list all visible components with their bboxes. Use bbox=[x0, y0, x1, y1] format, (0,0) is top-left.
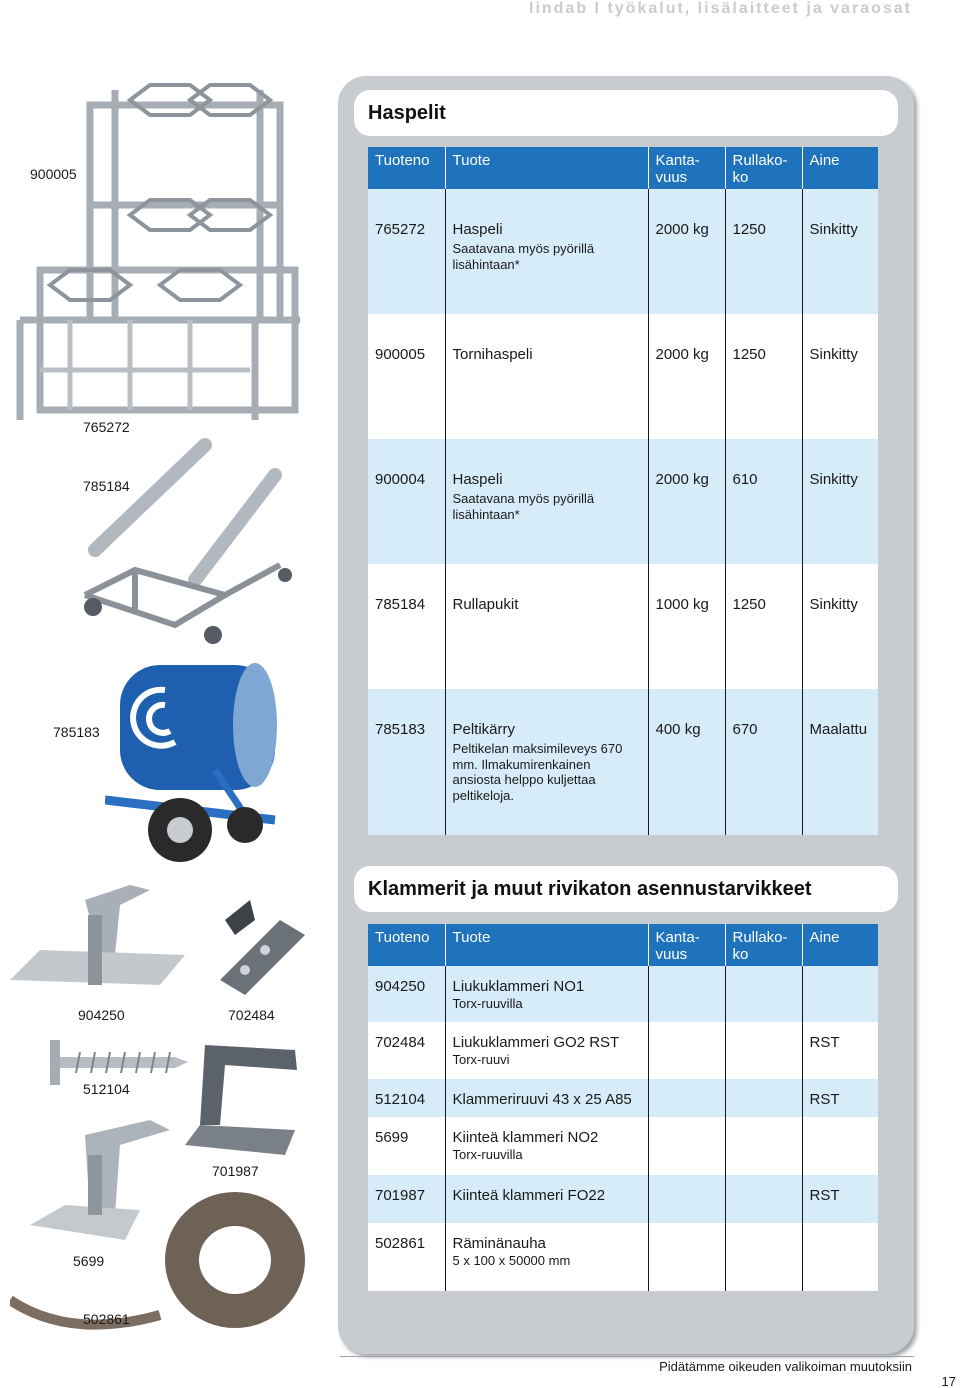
image-label-clip-5699: 5699 bbox=[73, 1253, 105, 1269]
row-capacity bbox=[648, 1022, 725, 1079]
row-roll: 610 bbox=[725, 439, 802, 564]
row-product-note: Torx-ruuvilla bbox=[452, 1147, 523, 1162]
row-product-name: Tornihaspeli bbox=[445, 314, 648, 439]
image-label-tower-reel: 900005 bbox=[30, 166, 77, 182]
table-row bbox=[368, 1175, 878, 1223]
image-label-roller-stand: 785184 bbox=[83, 478, 130, 494]
row-roll bbox=[725, 1079, 802, 1117]
row-product bbox=[445, 1022, 648, 1079]
table-row bbox=[368, 564, 878, 689]
roller-stand-image bbox=[75, 435, 295, 650]
col-header-product: Tuote bbox=[445, 147, 648, 189]
image-label-screw-512104: 512104 bbox=[83, 1081, 130, 1097]
row-material: RST bbox=[802, 1022, 878, 1079]
row-product bbox=[445, 439, 648, 564]
row-material bbox=[802, 966, 878, 1022]
section-title-klammerit: Klammerit ja muut rivikaton asennustarvikkeet bbox=[354, 866, 898, 912]
col-header-capacity: Kanta-vuus bbox=[648, 147, 725, 189]
row-code: 5699 bbox=[368, 1117, 445, 1175]
haspelit-table bbox=[368, 147, 878, 835]
tower-reel-image bbox=[10, 80, 310, 430]
col-header-code: Tuoteno bbox=[368, 147, 445, 189]
row-capacity bbox=[648, 1223, 725, 1291]
image-label-clip-702484: 702484 bbox=[228, 1007, 275, 1023]
table-header-row bbox=[368, 147, 878, 189]
row-roll bbox=[725, 1175, 802, 1223]
row-code: 785184 bbox=[368, 564, 445, 689]
row-product-name: Haspeli bbox=[452, 471, 503, 488]
row-material: RST bbox=[802, 1079, 878, 1117]
row-roll bbox=[725, 966, 802, 1022]
image-label-tape: 502861 bbox=[83, 1311, 130, 1327]
col-header-material: Aine bbox=[802, 924, 878, 966]
table-row bbox=[368, 1117, 878, 1175]
row-capacity: 1000 kg bbox=[648, 564, 725, 689]
table-row bbox=[368, 189, 878, 314]
col-header-product: Tuote bbox=[445, 924, 648, 966]
clip-702484-image bbox=[210, 895, 310, 1005]
section-title-haspelit: Haspelit bbox=[354, 90, 898, 136]
row-product-note: Torx-ruuvilla bbox=[452, 996, 523, 1011]
clip-701987-image bbox=[185, 1040, 305, 1160]
row-product-name: Klammeriruuvi 43 x 25 A85 bbox=[445, 1079, 648, 1117]
coil-cart-image bbox=[105, 660, 295, 865]
row-code: 701987 bbox=[368, 1175, 445, 1223]
row-product-note: Torx-ruuvi bbox=[452, 1052, 510, 1067]
row-capacity bbox=[648, 1117, 725, 1175]
col-header-roll: Rullako-ko bbox=[725, 147, 802, 189]
footer-note: Pidätämme oikeuden valikoiman muutoksiin bbox=[659, 1359, 912, 1374]
row-product-note: Saatavana myös pyörillä lisähintaan* bbox=[452, 241, 595, 272]
clip-904250-image bbox=[10, 880, 190, 1000]
row-product-note: 5 x 100 x 50000 mm bbox=[452, 1253, 571, 1268]
row-capacity: 2000 kg bbox=[648, 189, 725, 314]
row-material: Maalattu bbox=[802, 689, 878, 835]
table-row bbox=[368, 1223, 878, 1291]
row-product bbox=[445, 689, 648, 835]
row-capacity: 2000 kg bbox=[648, 439, 725, 564]
row-roll: 670 bbox=[725, 689, 802, 835]
row-material: Sinkitty bbox=[802, 564, 878, 689]
image-label-clip-701987: 701987 bbox=[212, 1163, 259, 1179]
row-roll bbox=[725, 1117, 802, 1175]
col-header-capacity: Kanta-vuus bbox=[648, 924, 725, 966]
row-roll bbox=[725, 1022, 802, 1079]
page-number: 17 bbox=[941, 1374, 956, 1388]
row-code: 702484 bbox=[368, 1022, 445, 1079]
row-capacity bbox=[648, 966, 725, 1022]
row-code: 512104 bbox=[368, 1079, 445, 1117]
row-capacity: 400 kg bbox=[648, 689, 725, 835]
row-roll: 1250 bbox=[725, 564, 802, 689]
row-product bbox=[445, 189, 648, 314]
row-product bbox=[445, 1117, 648, 1175]
table-row bbox=[368, 966, 878, 1022]
page-header: lindab I työkalut, lisälaitteet ja varaosat bbox=[529, 0, 912, 17]
row-product-name: Peltikärry bbox=[452, 721, 516, 738]
image-label-coil-cart: 785183 bbox=[53, 724, 100, 740]
row-code: 785183 bbox=[368, 689, 445, 835]
row-code: 904250 bbox=[368, 966, 445, 1022]
row-product bbox=[445, 966, 648, 1022]
row-product-name: Kiinteä klammeri NO2 bbox=[452, 1129, 599, 1146]
row-product-name: Räminänauha bbox=[452, 1235, 546, 1252]
table-row bbox=[368, 1079, 878, 1117]
row-product-note: Peltikelan maksimileveys 670 mm. Ilmakumirenkainen ansiosta helppo kuljettaa peltikeloja. bbox=[452, 741, 623, 803]
row-code: 900005 bbox=[368, 314, 445, 439]
row-roll bbox=[725, 1223, 802, 1291]
row-material: Sinkitty bbox=[802, 439, 878, 564]
row-roll: 1250 bbox=[725, 189, 802, 314]
row-capacity bbox=[648, 1079, 725, 1117]
screw-512104-image bbox=[50, 1040, 190, 1085]
row-product-note: Saatavana myös pyörillä lisähintaan* bbox=[452, 491, 595, 522]
col-header-code: Tuoteno bbox=[368, 924, 445, 966]
image-label-clip-904250: 904250 bbox=[78, 1007, 125, 1023]
row-material: RST bbox=[802, 1175, 878, 1223]
row-product-name: Haspeli bbox=[452, 221, 503, 238]
footer-divider bbox=[340, 1356, 914, 1357]
row-code: 900004 bbox=[368, 439, 445, 564]
row-material: Sinkitty bbox=[802, 189, 878, 314]
tape-roll-image bbox=[10, 1190, 310, 1340]
table-row bbox=[368, 439, 878, 564]
row-product-name: Kiinteä klammeri FO22 bbox=[445, 1175, 648, 1223]
row-product-name: Liukuklammeri GO2 RST bbox=[452, 1034, 620, 1051]
row-product-name: Rullapukit bbox=[445, 564, 648, 689]
table-row bbox=[368, 1022, 878, 1079]
col-header-material: Aine bbox=[802, 147, 878, 189]
col-header-roll: Rullako-ko bbox=[725, 924, 802, 966]
row-product bbox=[445, 1223, 648, 1291]
row-material bbox=[802, 1117, 878, 1175]
row-code: 765272 bbox=[368, 189, 445, 314]
row-product-name: Liukuklammeri NO1 bbox=[452, 978, 585, 995]
row-capacity bbox=[648, 1175, 725, 1223]
row-capacity: 2000 kg bbox=[648, 314, 725, 439]
table-row bbox=[368, 314, 878, 439]
row-code: 502861 bbox=[368, 1223, 445, 1291]
row-material bbox=[802, 1223, 878, 1291]
row-material: Sinkitty bbox=[802, 314, 878, 439]
table-header-row bbox=[368, 924, 878, 966]
row-roll: 1250 bbox=[725, 314, 802, 439]
table-row bbox=[368, 689, 878, 835]
klammerit-table bbox=[368, 924, 878, 1291]
image-label-reel: 765272 bbox=[83, 419, 130, 435]
